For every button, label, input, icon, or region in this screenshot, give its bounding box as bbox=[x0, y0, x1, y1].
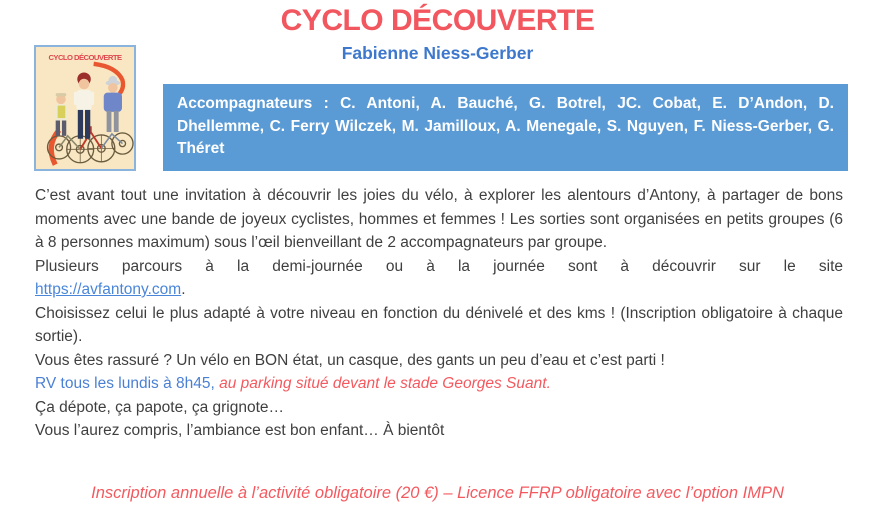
paragraph-rendez-vous bbox=[35, 372, 843, 396]
paragraph-ambiance: Vous l’aurez compris, l’ambiance est bon enfant… À bientôt bbox=[35, 422, 445, 439]
paragraph-depote: Ça dépote, ça papote, ça grignote… bbox=[35, 398, 285, 416]
accompagnateurs-text: Accompagnateurs : C. Antoni, A. Bauché, G. Botrel, JC. Cobat, E. D’Andon, D. Dhellemme, C. Ferry Wilczek, M. Jamilloux, A. Menegale, S. Nguyen, F. Niess-Gerber, G. Théret bbox=[177, 95, 834, 157]
paragraph-parcours: Plusieurs parcours à la demi-journée ou à la journée sont à découvrir sur le site bbox=[35, 257, 843, 275]
paragraph-link-line bbox=[35, 278, 843, 302]
paragraph-rassure: Vous êtes rassuré ? Un vélo en BON état, un casque, des gants un peu d’eau et c’est parti ! bbox=[35, 351, 665, 369]
avfantony-link[interactable]: https://avfantony.com bbox=[35, 281, 182, 298]
page-subtitle: Fabienne Niess-Gerber bbox=[341, 43, 534, 63]
rdv-place-text: au parking situé devant le stade Georges Suant. bbox=[219, 375, 551, 392]
cyclo-poster-image bbox=[34, 45, 136, 171]
footer-note: Inscription annuelle à l’activité obligatoire (20 €) – Licence FFRP obligatoire avec l’option IMPN bbox=[91, 484, 784, 502]
paragraph-choisissez: Choisissez celui le plus adapté à votre niveau en fonction du dénivelé et des kms ! (Inscription obligatoire à chaque sortie). bbox=[35, 304, 843, 345]
accompagnateurs-box bbox=[163, 84, 848, 171]
page-title: CYCLO DÉCOUVERTE bbox=[280, 4, 595, 37]
poster-caption: CYCLO DÉCOUVERTE bbox=[48, 52, 122, 62]
cyclists-illustration bbox=[36, 47, 134, 169]
paragraph-intro: C’est avant tout une invitation à découvrir les joies du vélo, à explorer les alentours d’Antony, à partager de bons moments avec une bande de joyeux cyclistes, hommes et femmes ! Les sorties sont organisées en petits groupes (6 à 8 personnes maximum) sous l’œil bienveillant de 2 accompagnateurs par groupe. bbox=[35, 187, 843, 251]
rdv-time-text: RV tous les lundis à 8h45, bbox=[35, 375, 215, 392]
link-period: . bbox=[181, 281, 186, 298]
body-text bbox=[35, 184, 843, 443]
